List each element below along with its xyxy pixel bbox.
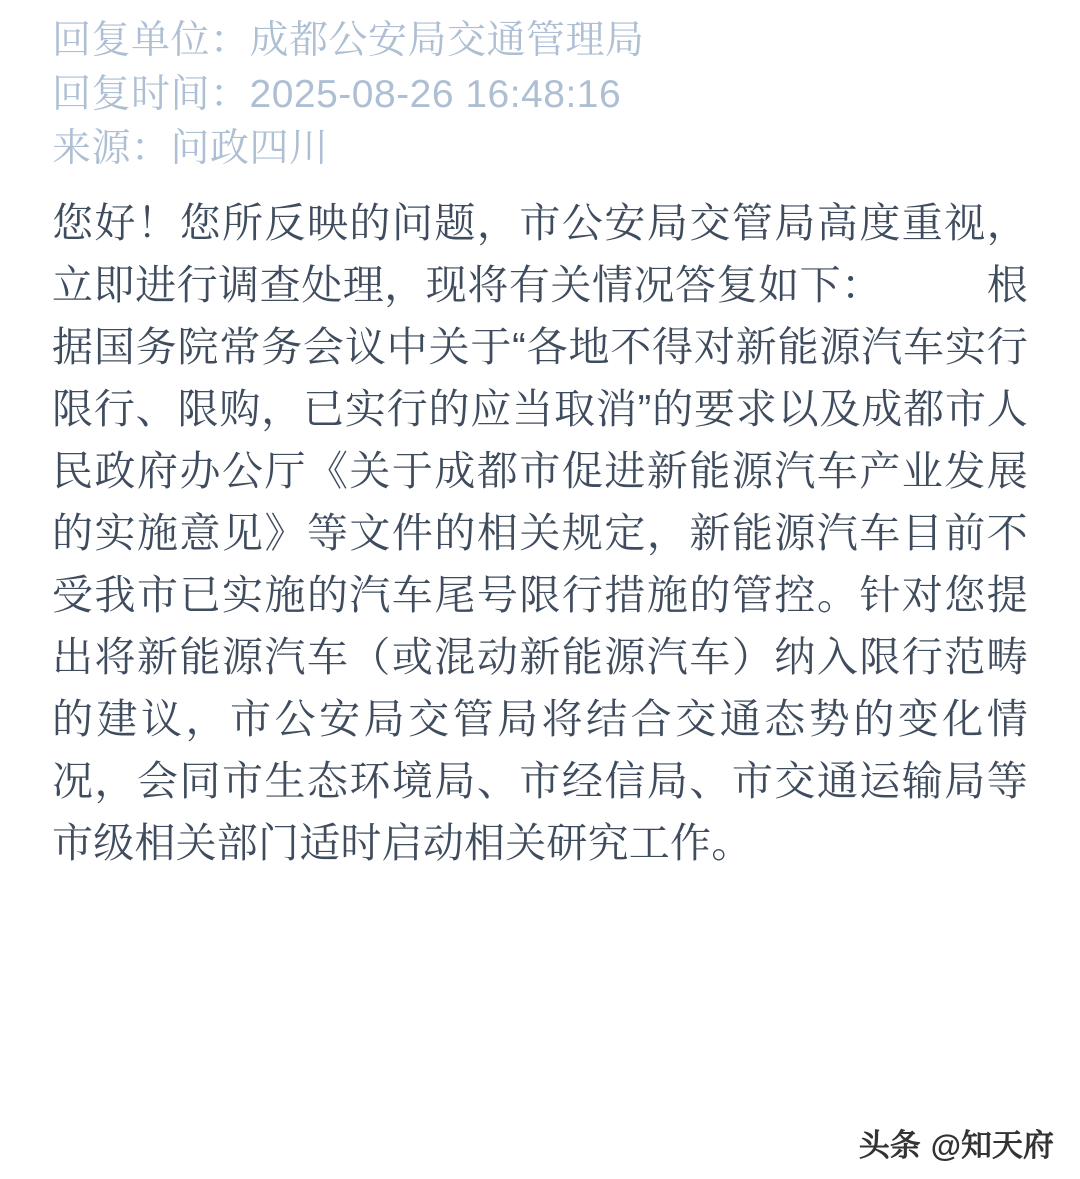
reply-body-text: 您好！您所反映的问题，市公安局交管局高度重视，立即进行调查处理，现将有关情况答复如下： 根据国务院常务会议中关于“各地不得对新能源汽车实行限行、限购，已实行的应当取消”的要求以及成都市人民政府办公厅《关于成都市促进新能源汽车产业发展的实施意见》等文件的相关规定，新能源汽车目前不受我市已实施的汽车尾号限行措施的管控。针对您提出将新能源汽车（或混动新能源汽车）纳入限行范畴的建议，市公安局交管局将结合交通态势的变化情况，会同市生态环境局、市经信局、市交通运输局等市级相关部门适时启动相关研究工作。 [52,200,1028,866]
reply-source-line [52,122,1028,176]
reply-metadata [52,14,1028,176]
reply-source-label: 来源： [52,127,171,170]
watermark-handle: @知天府 [930,1128,1054,1163]
watermark [859,1120,1054,1165]
reply-time-value: 2025-08-26 16:48:16 [249,73,622,116]
reply-time-line [52,68,1028,122]
reply-unit-value: 成都公安局交通管理局 [249,19,645,62]
reply-source-value: 问政四川 [170,127,329,170]
reply-time-label: 回复时间： [52,73,250,116]
reply-unit-line [52,14,1028,68]
watermark-brand: 头条 [858,1128,921,1163]
reply-unit-label: 回复单位： [52,19,250,62]
